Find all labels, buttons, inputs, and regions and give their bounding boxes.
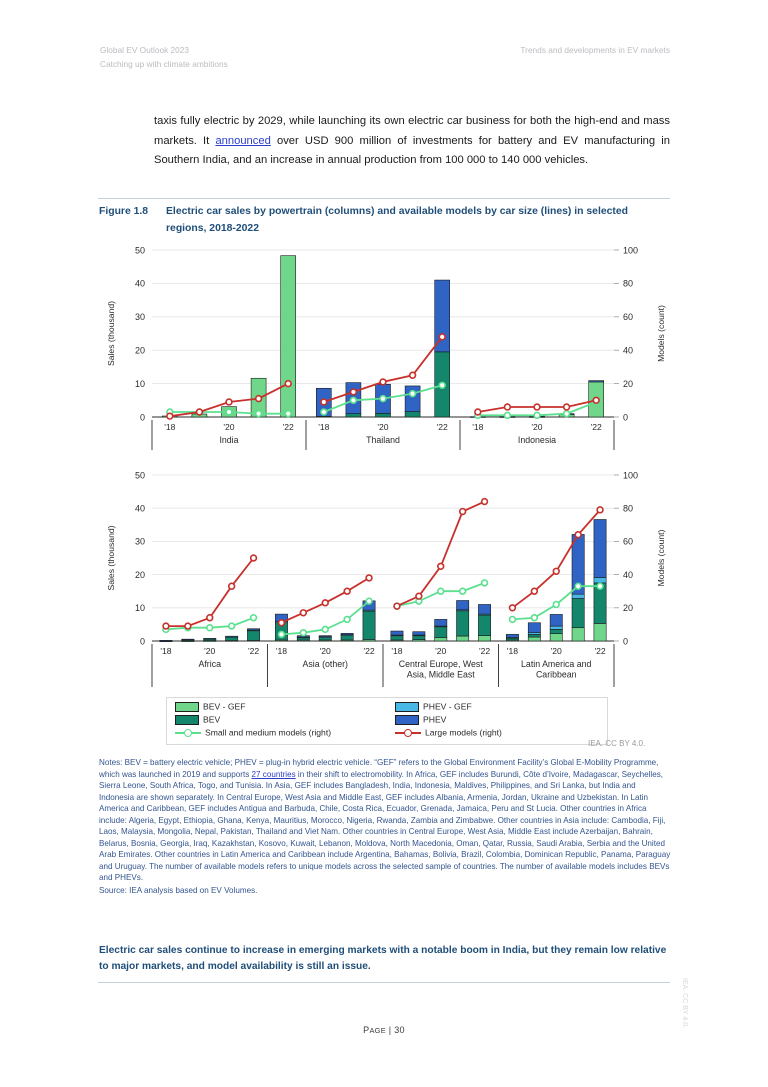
svg-text:'20: '20 (223, 422, 235, 432)
svg-text:'22: '22 (478, 646, 491, 656)
svg-text:100: 100 (623, 470, 639, 481)
page-footer-prefix: P (363, 1025, 370, 1035)
svg-text:'20: '20 (550, 646, 562, 656)
svg-text:Latin America and: Latin America and (521, 659, 592, 669)
svg-text:'22: '22 (594, 646, 606, 656)
svg-text:'20: '20 (435, 646, 447, 656)
body-paragraph (154, 112, 670, 171)
notes-body-2: in their shift to electromobility. In Africa, GEF includes Burundi, Côte d’Ivoire, Madagascar, Seychelles, Sierra Leone, South Africa, Togo, and Tunisia. In Asia, GEF includes Bangladesh, India, Indonesia, Maldives, Philippines, and Sri Lanka, but India and Indonesia are shown separately. In Central Europe, West Asia and Middle East, GEF includes Albania, Armenia, Jordan, Ukraine and Uzbekistan. In Latin America and Caribbean, GEF includes Antigua and Barbuda, Chile, Costa Rica, Ecuador, Grenada, Jamaica, Peru and St Lucia. Other countries in Africa include: Algeria, Egypt, Ethiopia, Ghana, Kenya, Mauritius, Morocco, Nigeria, Rwanda, Zambia and Zimbabwe. Other countries in Asia include: Cambodia, Fiji, Laos, Malaysia, Mongolia, Nepal, Pakistan, Thailand and Viet Nam. Other countries in Central Europe, West Asia, Middle East include Azerbaijan, Bahrain, Belarus, Bosnia, Georgia, Iraq, Kazakhstan, Kosovo, Kuwait, Lebanon, Moldova, North Macedonia, Oman, Qatar, Russia, Saudi Arabia, Serbia and the United Arab Emirates. Other countries in Latin America and Caribbean include Argentina, Bahamas, Bolivia, Brazil, Colombia, Dominican Republic, Panama, Paraguay and Uruguay. The number of available models refers to unique models across the selected sample of countries. The number of available models includes BEVs and PHEVs. (99, 769, 671, 882)
figure-number: Figure 1.8 (99, 206, 149, 217)
legend-label: BEV - GEF (203, 701, 246, 712)
svg-text:40: 40 (134, 503, 145, 514)
countries-link[interactable]: 27 countries (251, 769, 296, 779)
svg-text:'18: '18 (318, 422, 330, 432)
svg-text:Asia, Middle East: Asia, Middle East (406, 669, 475, 680)
legend-label: BEV (203, 714, 221, 725)
legend-label: Large models (right) (425, 727, 502, 738)
legend-label: PHEV - GEF (423, 701, 472, 712)
svg-text:50: 50 (134, 470, 145, 481)
announced-link[interactable]: announced (215, 134, 271, 147)
svg-text:'18: '18 (164, 422, 176, 432)
chart-top (100, 240, 672, 455)
running-header (100, 44, 670, 71)
svg-text:Models (count): Models (count) (656, 529, 666, 587)
notes-body-1: Notes: BEV = battery electric vehicle; PHEV = plug-in hybrid electric vehicle. “GEF” refers to the Global Environment Facility’s Global E-Mobility Programme, which was launched in 2019 and supports (99, 758, 659, 779)
svg-text:'20: '20 (377, 422, 389, 432)
key-message-rule (98, 982, 670, 983)
svg-text:20: 20 (623, 603, 634, 614)
page-footer-number: 30 (394, 1025, 405, 1035)
svg-text:'22: '22 (282, 422, 294, 432)
legend-item-5[interactable] (395, 727, 502, 738)
svg-text:0: 0 (623, 636, 629, 647)
svg-text:'22: '22 (436, 422, 448, 432)
figure-top-rule (98, 198, 670, 199)
svg-text:'18: '18 (275, 646, 288, 656)
publication-subtitle: Catching up with climate ambitions (100, 58, 228, 69)
legend-item-1[interactable] (175, 714, 220, 725)
svg-text:'20: '20 (204, 646, 216, 656)
page-footer-label: AGE (369, 1026, 386, 1035)
svg-text:Sales (thousand): Sales (thousand) (106, 301, 116, 366)
svg-text:30: 30 (134, 312, 145, 323)
running-header-right: Trends and developments in EV markets (520, 45, 670, 55)
publication-title: Global EV Outlook 2023 (100, 45, 190, 55)
legend-label: PHEV (423, 714, 447, 725)
svg-text:'22: '22 (363, 646, 375, 656)
svg-text:'20: '20 (531, 422, 543, 432)
side-watermark: IEA. CC BY 4.0. (681, 978, 688, 1029)
svg-text:0: 0 (623, 412, 629, 423)
legend-line-icon (175, 728, 201, 737)
svg-text:'18: '18 (160, 646, 172, 656)
legend-item-2[interactable] (175, 727, 331, 738)
legend-swatch-icon (175, 715, 199, 725)
legend-swatch-icon (175, 702, 199, 712)
svg-text:'20: '20 (319, 646, 331, 656)
chart-credit: IEA. CC BY 4.0. (588, 739, 646, 748)
chart-bottom (100, 465, 672, 693)
figure-notes (99, 757, 671, 896)
svg-text:80: 80 (623, 278, 634, 289)
svg-text:Models (count): Models (count) (656, 305, 666, 362)
legend-label: Small and medium models (right) (205, 727, 332, 738)
svg-text:Caribbean: Caribbean (535, 669, 577, 680)
figure-source: Source: IEA analysis based on EV Volumes. (99, 885, 258, 895)
svg-text:10: 10 (134, 378, 145, 389)
svg-text:50: 50 (134, 245, 145, 256)
chart-legend (166, 697, 608, 745)
legend-line-icon (395, 728, 421, 737)
page-footer (0, 1025, 768, 1035)
svg-text:'18: '18 (506, 646, 519, 656)
svg-text:India: India (219, 435, 239, 445)
svg-text:0: 0 (139, 412, 145, 423)
svg-text:100: 100 (623, 245, 639, 256)
figure-title: Electric car sales by powertrain (columns) and available models by car size (lines) in selected regions, 2018-2022 (166, 206, 628, 234)
page-footer-sep: | (385, 1025, 395, 1035)
figure-caption (99, 204, 671, 237)
svg-text:20: 20 (134, 345, 145, 356)
svg-text:20: 20 (623, 378, 634, 389)
svg-text:30: 30 (134, 536, 145, 547)
chart-top-svg (100, 240, 672, 455)
legend-item-3[interactable] (395, 701, 472, 712)
svg-text:'22: '22 (247, 646, 260, 656)
svg-text:'22: '22 (590, 422, 602, 432)
svg-text:Asia (other): Asia (other) (302, 659, 348, 669)
svg-text:80: 80 (623, 503, 634, 514)
legend-item-4[interactable] (395, 714, 446, 725)
legend-item-0[interactable] (175, 701, 246, 712)
svg-text:40: 40 (623, 345, 634, 356)
svg-text:Indonesia: Indonesia (517, 435, 557, 445)
body-part-2: over USD 900 million of investments for battery and EV manufacturing in Southern India, and an increase in annual production from 100 000 to 140 000 vehicles. (154, 134, 670, 167)
svg-text:'18: '18 (472, 422, 484, 432)
svg-text:60: 60 (623, 536, 634, 547)
svg-text:10: 10 (134, 603, 145, 614)
svg-text:40: 40 (134, 278, 145, 289)
legend-swatch-icon (395, 715, 419, 725)
svg-text:Thailand: Thailand (366, 435, 400, 445)
body-part-1: taxis fully electric by 2029, while launching its own electric car business for both the high-end and mass markets. It (154, 115, 670, 147)
legend-swatch-icon (395, 702, 419, 712)
svg-text:60: 60 (623, 312, 634, 323)
svg-text:40: 40 (623, 569, 634, 580)
running-header-left (100, 44, 228, 71)
svg-text:'18: '18 (391, 646, 403, 656)
svg-text:Sales (thousand): Sales (thousand) (106, 525, 116, 591)
chart-bottom-svg (100, 465, 672, 693)
svg-text:20: 20 (134, 569, 145, 580)
svg-text:Central Europe, West: Central Europe, West (398, 659, 483, 669)
svg-text:Africa: Africa (198, 659, 221, 669)
svg-text:0: 0 (139, 636, 145, 647)
key-message: Electric car sales continue to increase in emerging markets with a notable boom in India, but they remain low relative to major markets, and model availability is still an issue. (99, 945, 667, 972)
